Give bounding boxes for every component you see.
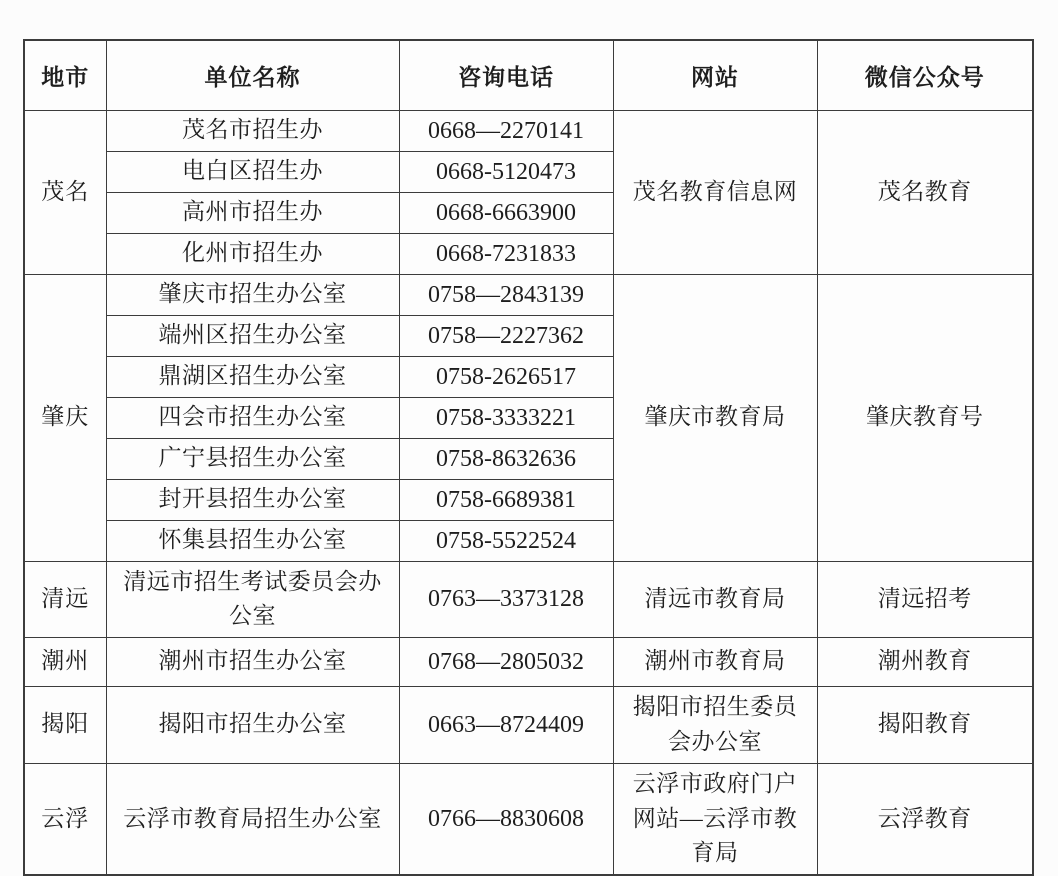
website-cell: 揭阳市招生委员会办公室	[613, 686, 817, 763]
city-cell: 揭阳	[24, 686, 106, 763]
table-row	[24, 110, 1033, 151]
table-body	[24, 110, 1033, 875]
column-header: 单位名称	[106, 40, 399, 110]
website-cell: 茂名教育信息网	[613, 110, 817, 274]
phone-cell: 0758—2843139	[399, 274, 613, 315]
unit-cell: 化州市招生办	[106, 233, 399, 274]
phone-cell: 0668-7231833	[399, 233, 613, 274]
unit-cell: 端州区招生办公室	[106, 315, 399, 356]
wechat-cell: 揭阳教育	[817, 686, 1033, 763]
table-row	[24, 763, 1033, 875]
phone-cell: 0758-2626517	[399, 356, 613, 397]
table-row	[24, 637, 1033, 686]
phone-cell: 0768—2805032	[399, 637, 613, 686]
phone-cell: 0668-5120473	[399, 151, 613, 192]
unit-cell: 电白区招生办	[106, 151, 399, 192]
unit-cell: 揭阳市招生办公室	[106, 686, 399, 763]
website-cell: 潮州市教育局	[613, 637, 817, 686]
phone-cell: 0663—8724409	[399, 686, 613, 763]
unit-cell: 怀集县招生办公室	[106, 520, 399, 561]
column-header: 网站	[613, 40, 817, 110]
wechat-cell: 清远招考	[817, 561, 1033, 637]
website-cell: 云浮市政府门户网站—云浮市教育局	[613, 763, 817, 875]
unit-cell: 高州市招生办	[106, 192, 399, 233]
unit-cell: 茂名市招生办	[106, 110, 399, 151]
phone-cell: 0668—2270141	[399, 110, 613, 151]
table-row	[24, 686, 1033, 763]
unit-cell: 潮州市招生办公室	[106, 637, 399, 686]
column-header: 咨询电话	[399, 40, 613, 110]
phone-cell: 0758-5522524	[399, 520, 613, 561]
wechat-cell: 茂名教育	[817, 110, 1033, 274]
contact-table	[23, 39, 1034, 876]
column-header: 地市	[24, 40, 106, 110]
city-cell: 肇庆	[24, 274, 106, 561]
unit-cell: 清远市招生考试委员会办公室	[106, 561, 399, 637]
website-cell: 清远市教育局	[613, 561, 817, 637]
column-header: 微信公众号	[817, 40, 1033, 110]
table-row	[24, 561, 1033, 637]
wechat-cell: 云浮教育	[817, 763, 1033, 875]
unit-cell: 鼎湖区招生办公室	[106, 356, 399, 397]
city-cell: 清远	[24, 561, 106, 637]
unit-cell: 四会市招生办公室	[106, 397, 399, 438]
city-cell: 潮州	[24, 637, 106, 686]
wechat-cell: 肇庆教育号	[817, 274, 1033, 561]
city-cell: 茂名	[24, 110, 106, 274]
phone-cell: 0758-6689381	[399, 479, 613, 520]
city-cell: 云浮	[24, 763, 106, 875]
contact-table-container	[23, 39, 1034, 876]
header-row	[24, 40, 1033, 110]
phone-cell: 0766—8830608	[399, 763, 613, 875]
phone-cell: 0758—2227362	[399, 315, 613, 356]
website-cell: 肇庆市教育局	[613, 274, 817, 561]
phone-cell: 0763—3373128	[399, 561, 613, 637]
phone-cell: 0668-6663900	[399, 192, 613, 233]
wechat-cell: 潮州教育	[817, 637, 1033, 686]
table-row	[24, 274, 1033, 315]
unit-cell: 肇庆市招生办公室	[106, 274, 399, 315]
unit-cell: 广宁县招生办公室	[106, 438, 399, 479]
phone-cell: 0758-8632636	[399, 438, 613, 479]
unit-cell: 云浮市教育局招生办公室	[106, 763, 399, 875]
unit-cell: 封开县招生办公室	[106, 479, 399, 520]
phone-cell: 0758-3333221	[399, 397, 613, 438]
